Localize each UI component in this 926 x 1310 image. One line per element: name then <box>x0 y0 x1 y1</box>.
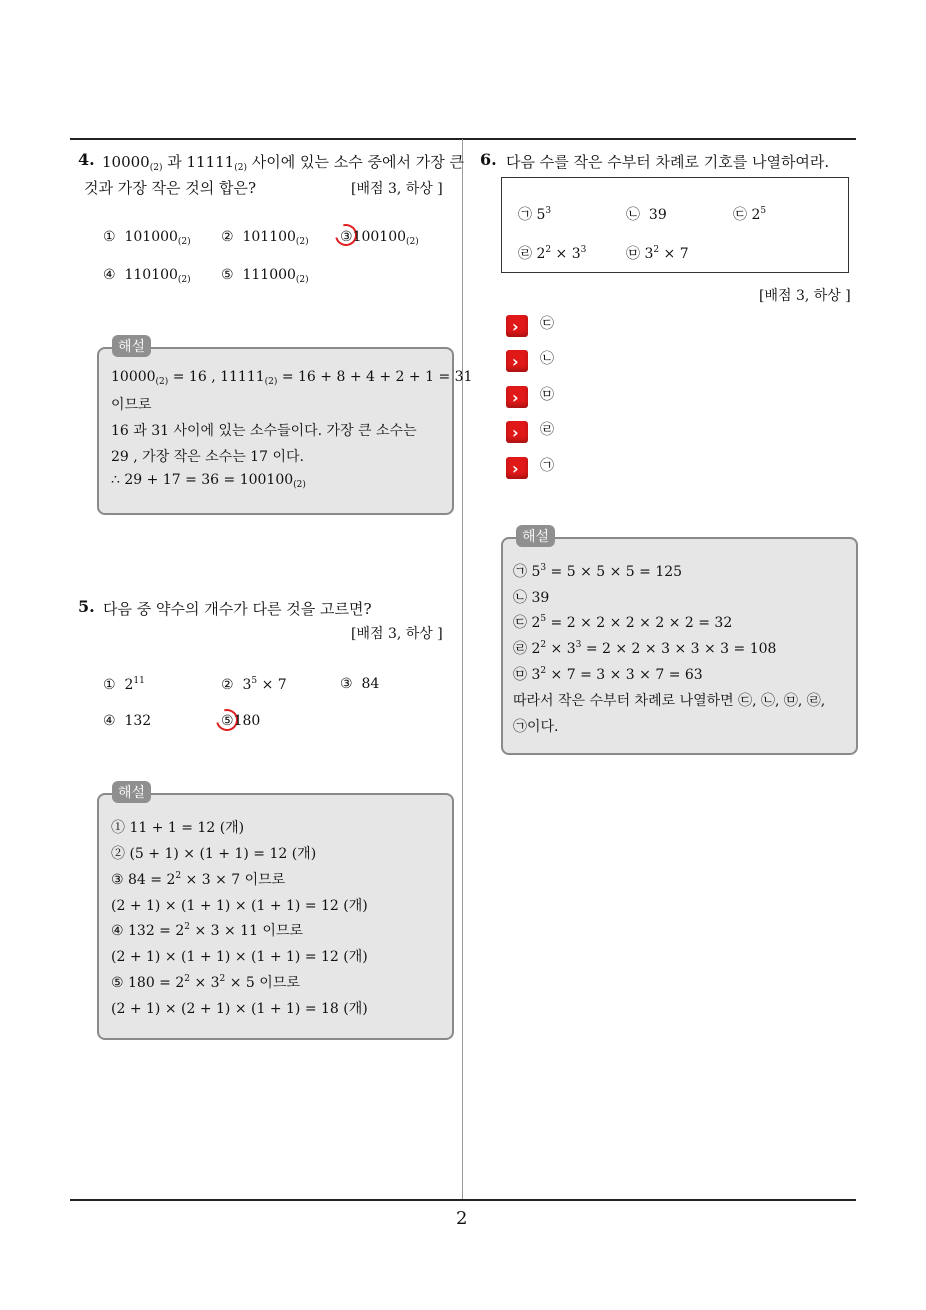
superscript: 2 <box>545 245 552 255</box>
choice-value: 132 <box>124 713 152 729</box>
choice-value: 110100 <box>124 267 178 283</box>
score-label: [배점 3, 하상 ] <box>351 626 443 642</box>
choice-value: 2 <box>124 677 134 693</box>
item-a <box>518 204 551 224</box>
subscript: (2) <box>149 163 163 173</box>
chevron-right-icon[interactable]: › <box>506 350 528 372</box>
question-text: 다음 수를 작은 수부터 차례로 기호를 나열하여라. <box>506 153 830 171</box>
choice-value: 180 <box>233 713 261 729</box>
choice-value: 101000 <box>124 229 178 245</box>
choice-value: 100100 <box>352 229 407 245</box>
choice-1[interactable] <box>103 676 145 693</box>
solution-line <box>111 472 306 490</box>
choice-mark: ③ <box>340 676 353 692</box>
top-rule <box>70 138 856 140</box>
text-part: = 16 , 11111 <box>168 369 265 385</box>
choice-mark: ④ <box>103 713 116 729</box>
superscript: 5 <box>540 614 547 624</box>
subscript: (2) <box>293 480 306 490</box>
choice-mark: ③ <box>340 229 353 245</box>
superscript: 3 <box>580 245 587 255</box>
solution-line <box>111 869 285 889</box>
answer-item: ㉤ <box>540 387 554 403</box>
text-part: × 7 <box>659 246 689 262</box>
superscript: 2 <box>175 871 182 881</box>
superscript: 2 <box>184 974 190 984</box>
solution-box <box>97 793 454 1040</box>
choice-mark: ⑤ <box>221 267 234 283</box>
solution-line <box>111 369 472 387</box>
solution-line <box>111 920 303 940</box>
choice-value: 101100 <box>242 229 296 245</box>
column-divider <box>462 139 463 1201</box>
text-part: × 3 × 7 이므로 <box>181 872 286 888</box>
choice-4[interactable] <box>103 713 151 729</box>
item-value: 2 <box>536 246 546 262</box>
chevron-right-icon[interactable]: › <box>506 421 528 443</box>
text-part: = 2 × 2 × 3 × 3 × 3 = 108 <box>581 641 777 657</box>
subscript: (2) <box>155 377 169 387</box>
solution-line: ㉡ 39 <box>513 590 550 606</box>
item-value: 3 <box>644 246 654 262</box>
subscript: (2) <box>295 275 309 285</box>
item-mark: ㉣ <box>518 246 532 262</box>
superscript: 5 <box>251 676 258 686</box>
item-mark: ㉤ <box>626 246 640 262</box>
solution-box <box>501 537 858 755</box>
subscript: (2) <box>264 377 278 387</box>
chevron-right-icon[interactable]: › <box>506 315 528 337</box>
question-number: 6. <box>480 150 497 169</box>
solution-line: (2 + 1) × (1 + 1) × (1 + 1) = 12 (개) <box>111 949 368 965</box>
superscript: 2 <box>184 922 190 932</box>
solution-line <box>513 561 682 581</box>
solution-line <box>513 612 732 632</box>
solution-tag: 해설 <box>112 335 151 357</box>
solution-line: 따라서 작은 수부터 차례로 나열하면 ㉢, ㉡, ㉤, ㉣, <box>513 693 826 709</box>
question-text: 다음 중 약수의 개수가 다른 것을 고르면? <box>103 600 372 618</box>
subscript: (2) <box>295 237 309 247</box>
subscript: (2) <box>234 163 247 173</box>
solution-line: (2 + 1) × (2 + 1) × (1 + 1) = 18 (개) <box>111 1001 368 1017</box>
solution-line: ㉠이다. <box>513 719 559 735</box>
choice-5[interactable] <box>221 713 260 729</box>
solution-tag: 해설 <box>516 525 555 547</box>
solution-tag: 해설 <box>112 781 151 803</box>
text-part: × 5 이므로 <box>225 975 300 991</box>
answer-item: ㉡ <box>540 351 554 367</box>
choice-2[interactable] <box>221 229 309 247</box>
solution-line: ① 11 + 1 = 12 (개) <box>111 820 245 836</box>
choice-2[interactable] <box>221 676 287 693</box>
choice-mark: ② <box>221 677 234 693</box>
choice-value: 111000 <box>242 267 296 283</box>
solution-line: ② (5 + 1) × (1 + 1) = 12 (개) <box>111 846 317 862</box>
superscript: 2 <box>540 666 547 676</box>
superscript: 3 <box>575 640 582 650</box>
item-mark: ㉡ <box>626 207 640 223</box>
solution-line <box>513 638 776 658</box>
choice-mark: ① <box>103 677 116 693</box>
answer-item: ㉠ <box>540 458 554 474</box>
text-part: × 3 <box>190 975 220 991</box>
item-mark: ㉢ <box>733 207 747 223</box>
choice-mark: ⑤ <box>221 713 234 729</box>
item-value: 5 <box>536 207 546 223</box>
text-part: × 7 = 3 × 3 × 7 = 63 <box>546 667 703 683</box>
text-part: ㉢ 2 <box>513 615 541 631</box>
choice-4[interactable] <box>103 267 191 285</box>
item-c <box>733 204 766 224</box>
bottom-rule <box>70 1199 856 1201</box>
text-part: ㉤ 3 <box>513 667 541 683</box>
choice-value: 84 <box>361 676 380 692</box>
text-part: × 3 × 11 이므로 <box>190 923 304 939</box>
text-part: × 7 <box>257 677 287 693</box>
choice-5[interactable] <box>221 267 309 285</box>
answer-item: ㉢ <box>540 316 554 332</box>
item-value: 2 <box>751 207 761 223</box>
subscript: (2) <box>406 237 419 247</box>
superscript: 2 <box>219 974 226 984</box>
choice-mark: ① <box>103 229 116 245</box>
choice-mark: ② <box>221 229 234 245</box>
text-part: × 3 <box>546 641 576 657</box>
question-text <box>102 151 464 173</box>
subscript: (2) <box>177 237 191 247</box>
text-part: 10000 <box>111 369 156 385</box>
text-part: 10000 <box>102 153 150 171</box>
solution-line: (2 + 1) × (1 + 1) × (1 + 1) = 12 (개) <box>111 898 368 914</box>
text-part: × 3 <box>551 246 581 262</box>
choice-1[interactable] <box>103 229 191 247</box>
choice-3[interactable] <box>340 229 419 247</box>
text-part: = 5 × 5 × 5 = 125 <box>546 564 683 580</box>
chevron-right-icon[interactable]: › <box>506 386 528 408</box>
superscript: 2 <box>540 640 547 650</box>
question-number: 5. <box>78 597 95 616</box>
item-e <box>626 243 689 263</box>
superscript: 3 <box>540 563 547 573</box>
superscript: 5 <box>760 206 767 216</box>
subscript: (2) <box>177 275 191 285</box>
text-part: 과 11111 <box>162 153 235 171</box>
choice-3[interactable] <box>340 676 379 692</box>
item-value: 39 <box>648 207 667 223</box>
superscript: 2 <box>653 245 660 255</box>
answer-item: ㉣ <box>540 422 554 438</box>
text-part: = 2 × 2 × 2 × 2 × 2 = 32 <box>546 615 733 631</box>
question-text-line2: 것과 가장 작은 것의 합은? <box>84 179 257 197</box>
text-part: ∴ 29 + 17 = 36 = 100100 <box>111 472 294 488</box>
score-label: [배점 3, 하상 ] <box>351 181 443 197</box>
superscript: 3 <box>545 206 552 216</box>
item-mark: ㉠ <box>518 207 532 223</box>
solution-line: 29 , 가장 작은 소수는 17 이다. <box>111 449 304 465</box>
text-part: ⑤ 180 = 2 <box>111 975 185 991</box>
text-part: ㉣ 2 <box>513 641 541 657</box>
solution-line: 이므로 <box>111 397 152 413</box>
text-part: ④ 132 = 2 <box>111 923 185 939</box>
choice-value: 3 <box>242 677 252 693</box>
item-d <box>518 243 586 263</box>
solution-line <box>513 664 703 684</box>
question-number: 4. <box>78 150 95 169</box>
text-part: = 16 + 8 + 4 + 2 + 1 = 31 <box>277 369 473 385</box>
text-part: ③ 84 = 2 <box>111 872 176 888</box>
solution-box <box>97 347 473 515</box>
item-b <box>626 204 667 224</box>
score-label: [배점 3, 하상 ] <box>759 288 851 304</box>
page-number: 2 <box>456 1208 468 1229</box>
text-part: 사이에 있는 소수 중에서 가장 큰 <box>246 153 464 171</box>
choice-mark: ④ <box>103 267 116 283</box>
solution-line: 16 과 31 사이에 있는 소수들이다. 가장 큰 소수는 <box>111 423 417 439</box>
superscript: 11 <box>133 676 145 686</box>
text-part: ㉠ 5 <box>513 564 541 580</box>
solution-line <box>111 972 300 992</box>
chevron-right-icon[interactable]: › <box>506 457 528 479</box>
